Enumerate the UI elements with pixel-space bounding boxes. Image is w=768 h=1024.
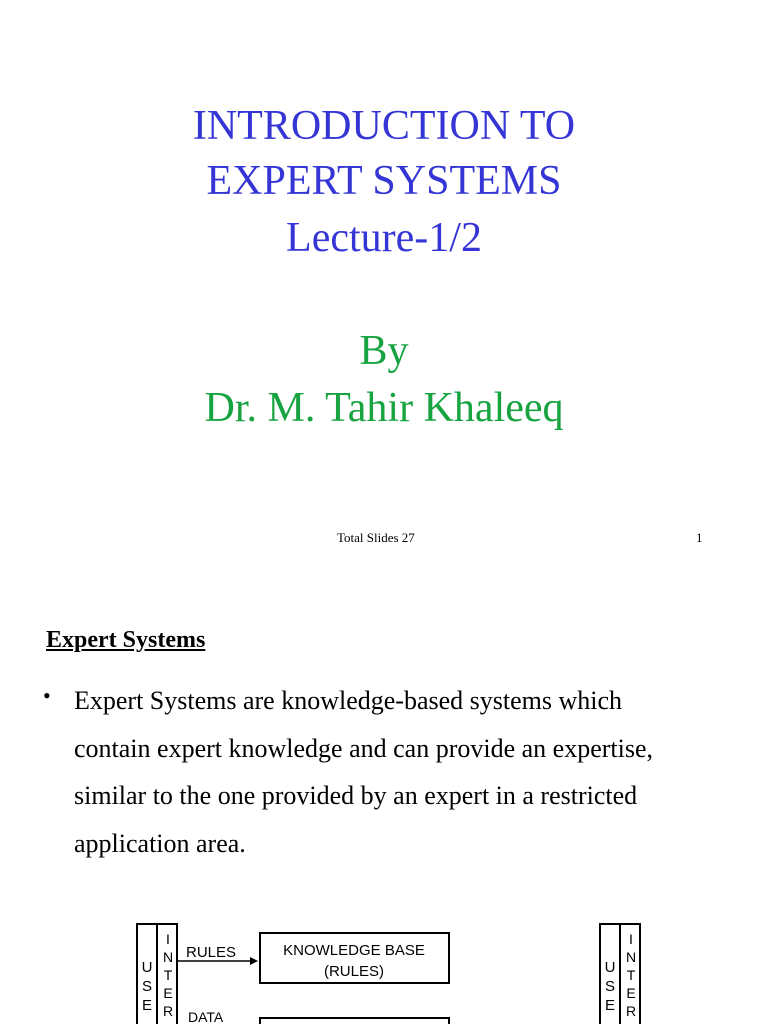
page-number: 1 (696, 530, 703, 545)
interface-letter: N (162, 949, 174, 965)
total-slides-label: Total Slides 27 (337, 530, 415, 545)
user-letter: E (604, 997, 616, 1014)
data-label: DATA (188, 1009, 224, 1024)
interface-letter: I (166, 931, 170, 947)
user-letter: S (141, 978, 153, 995)
bullet-line: similar to the one provided by an expert in a restricted (74, 781, 638, 810)
interface-letter: N (625, 949, 637, 965)
interface-letter: T (626, 967, 636, 983)
interface-letter: E (163, 985, 173, 1001)
bullet-paragraph (74, 677, 764, 867)
author-name: Dr. M. Tahir Khaleeq (204, 385, 564, 431)
knowledge-base-sublabel: (RULES) (323, 963, 385, 980)
section-heading: Expert Systems (46, 627, 206, 653)
user-letter: U (604, 959, 616, 976)
interface-letter: T (163, 967, 173, 983)
title-line-1: INTRODUCTION TO (192, 103, 576, 149)
bullet-line: Expert Systems are knowledge-based systems which (74, 686, 623, 715)
knowledge-base-label: KNOWLEDGE BASE (283, 942, 425, 959)
author-by: By (359, 328, 409, 374)
user-letter: U (141, 959, 153, 976)
title-line-3: Lecture-1/2 (286, 215, 482, 261)
database-box (260, 1018, 449, 1024)
interface-letter: R (625, 1003, 637, 1019)
bullet-icon: • (43, 683, 51, 708)
title-line-2: EXPERT SYSTEMS (206, 158, 562, 204)
interface-letter: R (162, 1003, 174, 1019)
arrow-head-icon (250, 957, 258, 965)
interface-letter: I (629, 931, 633, 947)
user-letter: S (604, 978, 616, 995)
interface-letter: E (626, 985, 636, 1001)
bullet-line: contain expert knowledge and can provide an expertise, (74, 733, 653, 763)
expert-system-diagram (0, 900, 768, 1024)
user-letter: E (141, 997, 153, 1014)
rules-label: RULES (186, 944, 237, 961)
bullet-line: application area. (74, 828, 246, 858)
